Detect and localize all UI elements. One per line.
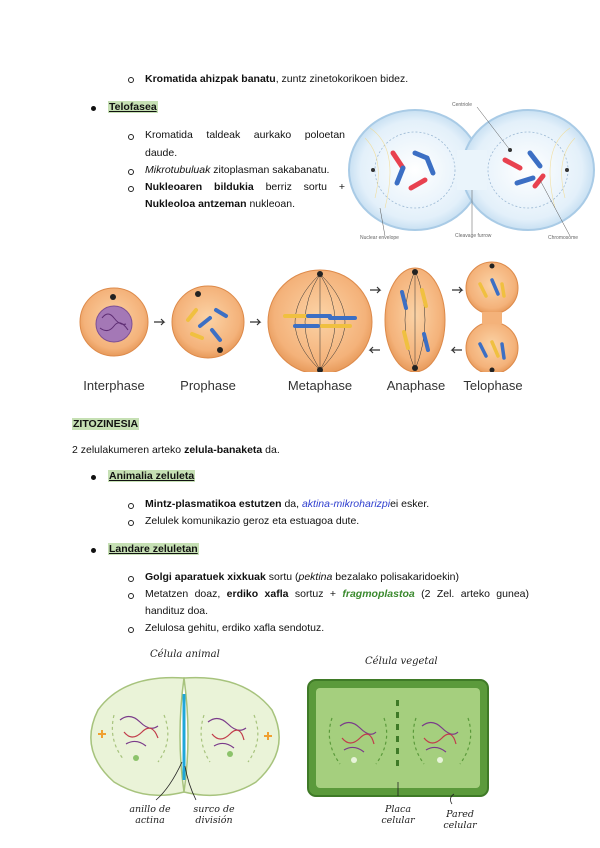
intro-pre: 2 zelulakumeren arteko [72, 444, 185, 456]
mikrotubuluak-word: Mikrotubuluak [145, 164, 211, 176]
plant-s3: Zelulosa gehitu, erdiko xafla sendotuz. [145, 622, 325, 634]
telofasea-s3-line2 [145, 196, 295, 213]
plant-s2-line2: handituz doa. [145, 605, 209, 617]
label-actin-ring-2: actina [135, 814, 165, 826]
intro-post: da. [262, 444, 280, 456]
label-cell-plate [370, 805, 426, 827]
label-actin-ring-1: anillo de [129, 804, 171, 815]
plant-s1-mid: sortu ( [265, 571, 299, 583]
dot-bullet [91, 106, 96, 111]
circle-bullet [128, 169, 134, 175]
plant-s2-mid: sortuz + [288, 588, 343, 600]
label-division-furrow-1: surco de [193, 804, 235, 815]
circle-bullet [128, 593, 134, 599]
label-actin-ring [120, 805, 180, 827]
label-cell-plate-2: celular [381, 814, 415, 826]
telofasea-s3-rest: nukleoan. [246, 198, 295, 210]
intro-bold: zelula-banaketa [184, 444, 263, 456]
telofasea-s2 [145, 162, 329, 179]
plant-s1-bold: Golgi aparatuek xixkuak [145, 571, 266, 583]
telofasea-heading [108, 99, 158, 116]
kromatida-rest: , zuntz zinetokorikoen bidez. [275, 73, 409, 85]
cleavage-furrow-label: Cleavage furrow [455, 233, 492, 239]
label-cell-wall [432, 810, 488, 832]
label-division-furrow [184, 805, 244, 827]
circle-bullet [128, 503, 134, 509]
animal-s1 [145, 496, 429, 513]
kromatida-bold: Kromatida ahizpak banatu [145, 73, 276, 85]
plant-s2-post: (2 Zel. arteko gunea) [414, 588, 529, 600]
chromosome-label: Chromosome [548, 235, 579, 241]
phase-label-anaphase: Anaphase [386, 378, 446, 393]
cytokinesis-illustration [84, 670, 494, 810]
mitosis-phases-illustration [70, 260, 530, 372]
circle-bullet [128, 576, 134, 582]
fragmoplastoa: fragmoplastoa [342, 588, 415, 600]
telofasea-s3-line1 [145, 179, 345, 196]
label-cell-wall-1: Pared [446, 809, 474, 820]
centriole-label: Centriole [452, 102, 473, 108]
label-division-furrow-2: división [195, 814, 233, 826]
kromatida-text [145, 71, 408, 88]
circle-bullet [128, 520, 134, 526]
animal-s1-mid: da, [281, 498, 302, 510]
zitozinesia-heading [72, 416, 139, 433]
plant-s1-post: bezalako polisakaridoekin) [332, 571, 460, 583]
animal-s1-bold: Mintz-plasmatikoa estutzen [145, 498, 282, 510]
animal-heading [108, 468, 195, 485]
animal-s1-post: ei esker. [390, 498, 430, 510]
telofasea-s1-line1: Kromatida taldeak aurkako poloetan [145, 129, 345, 141]
animal-cell-title: Célula animal [150, 649, 220, 660]
phase-label-interphase: Interphase [83, 378, 145, 393]
label-cell-wall-2: celular [443, 819, 477, 831]
animal-s2: Zelulek komunikazio geroz eta estuagoa dute. [145, 515, 360, 527]
animal-heading-text: Animalia zeluleta [109, 470, 195, 482]
circle-bullet [128, 627, 134, 633]
nukleoaren-bildukia: Nukleoaren bildukia [145, 181, 254, 193]
circle-bullet [128, 186, 134, 192]
plant-s1 [145, 569, 459, 586]
plant-cell-title: Célula vegetal [365, 656, 438, 667]
circle-bullet [128, 134, 134, 140]
telophase-illustration [345, 98, 595, 248]
telofasea-s2-rest: zitoplasman sakabanatu. [210, 164, 330, 176]
zitozinesia-heading-text: ZITOZINESIA [73, 418, 139, 430]
phase-label-metaphase: Metaphase [287, 378, 353, 393]
dot-bullet [91, 548, 96, 553]
telofasea-s1-line2: daude. [145, 147, 178, 159]
nuclear-envelope-label: Nuclear envelope [360, 235, 399, 241]
phase-label-telophase: Telophase [463, 378, 523, 393]
plant-heading [108, 541, 199, 558]
plant-s2-pre: Metatzen doaz, [145, 588, 227, 600]
pektina-word: pektina [298, 571, 333, 583]
zitozinesia-intro [72, 442, 280, 459]
phase-label-prophase: Prophase [180, 378, 236, 393]
plant-heading-text: Landare zeluletan [109, 543, 198, 555]
dot-bullet [91, 475, 96, 480]
erdiko-xafla: erdiko xafla [226, 588, 289, 600]
nukleoloa-antzeman: Nukleoloa antzeman [145, 198, 247, 210]
circle-bullet [128, 77, 134, 83]
telofasea-heading-text: Telofasea [109, 101, 157, 113]
telofasea-s3-mid: berriz sortu + [253, 181, 346, 193]
aktina-mikroharizpi: aktina-mikroharizpi [301, 498, 391, 510]
label-cell-plate-1: Placa [384, 804, 412, 815]
plant-s2-line1 [145, 586, 529, 603]
